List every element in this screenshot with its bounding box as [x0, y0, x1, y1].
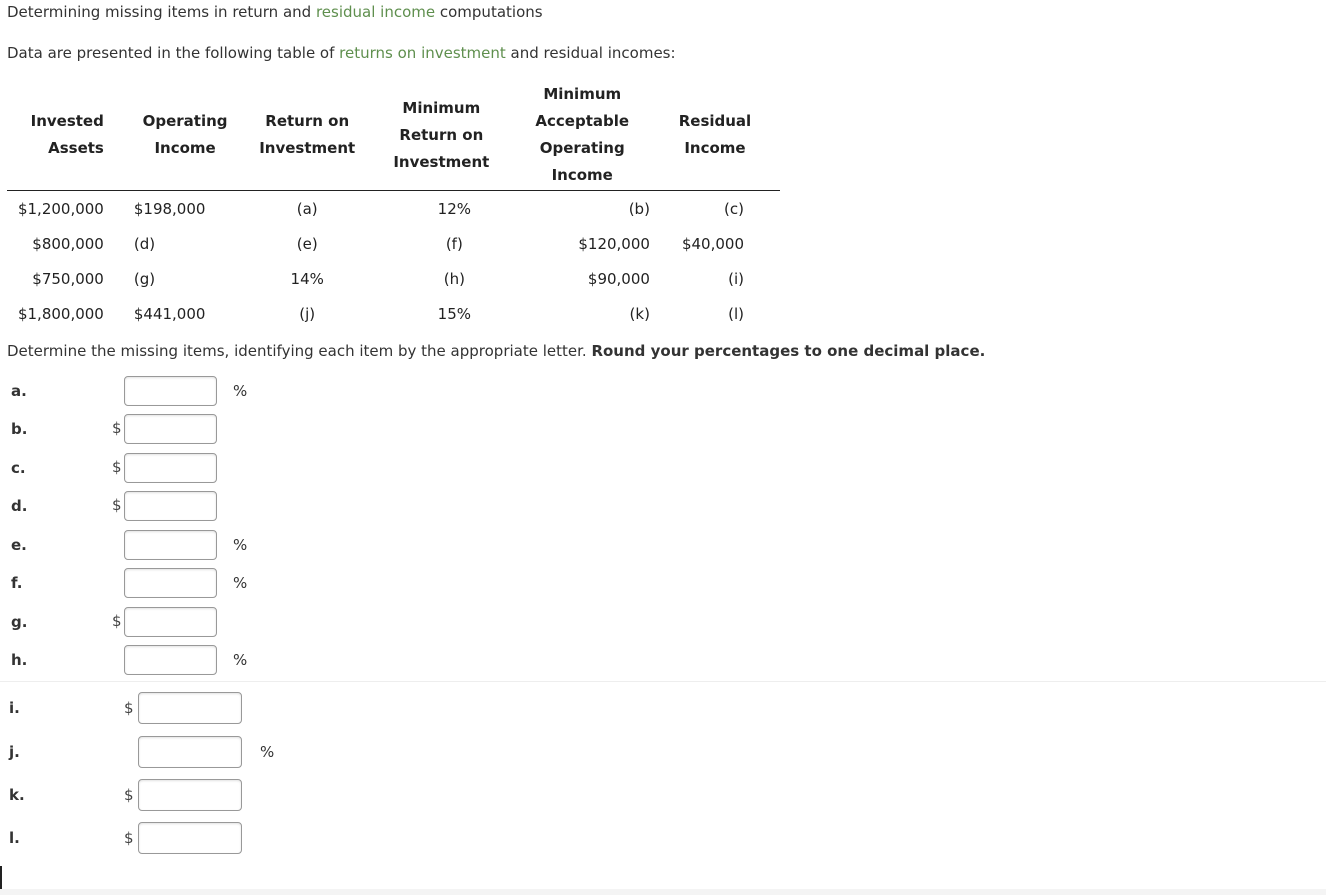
answer-input-l[interactable]	[138, 822, 242, 854]
header-minimum-return-on-investment	[368, 80, 514, 191]
header-line: Income	[684, 139, 746, 157]
header-line: Investment	[259, 139, 356, 157]
percent-sign: %	[233, 536, 248, 554]
header-line: Return on	[265, 112, 350, 130]
cell-invested-assets: $750,000	[32, 269, 104, 288]
cell-residual-income: (c)	[724, 199, 744, 218]
answer-label: k.	[9, 786, 25, 804]
table-row	[7, 261, 780, 296]
header-line: Operating	[539, 139, 625, 157]
table-row	[7, 296, 780, 331]
answer-label: f.	[11, 574, 23, 592]
answer-row	[0, 736, 400, 768]
answer-row	[0, 376, 400, 408]
answer-row	[0, 530, 400, 562]
cell-minimum-acceptable-operating-income: (k)	[629, 304, 650, 323]
percent-sign: %	[233, 574, 248, 592]
header-operating-income	[104, 80, 246, 191]
cell-return-on-investment: (e)	[296, 234, 318, 253]
answer-input-h[interactable]	[124, 645, 217, 675]
header-line: Investment	[393, 152, 490, 171]
header-line: Income	[154, 139, 216, 157]
answer-input-c[interactable]	[124, 453, 217, 483]
answer-label: h.	[11, 651, 28, 669]
dollar-sign: $	[124, 829, 134, 847]
answer-input-k[interactable]	[138, 779, 242, 811]
title-text-2: computations	[435, 3, 543, 21]
header-line: Return on	[399, 125, 484, 144]
answer-label: l.	[9, 829, 20, 847]
header-residual-income	[650, 80, 780, 191]
header-line: Operating	[142, 112, 228, 130]
cell-operating-income: $441,000	[133, 304, 206, 323]
answer-input-a[interactable]	[124, 376, 217, 406]
page-title	[7, 3, 543, 21]
residual-income-link[interactable]: residual income	[315, 3, 436, 21]
header-line: Minimum	[543, 85, 622, 103]
percent-sign: %	[260, 743, 275, 761]
answer-label: b.	[11, 420, 28, 438]
answer-row	[0, 491, 400, 523]
cell-minimum-acceptable-operating-income: $90,000	[587, 269, 650, 288]
dollar-sign: $	[112, 419, 122, 437]
cell-invested-assets: $800,000	[32, 234, 104, 253]
dollar-sign: $	[124, 699, 134, 717]
intro-text-2: and residual incomes:	[505, 44, 676, 62]
header-return-on-investment	[246, 80, 368, 191]
answer-label: i.	[9, 699, 20, 717]
cell-minimum-acceptable-operating-income: $120,000	[578, 234, 650, 253]
header-line: Invested	[30, 112, 104, 130]
section-divider	[0, 681, 1326, 682]
table-row	[7, 226, 780, 261]
cell-minimum-return-on-investment: 12%	[437, 199, 471, 218]
cell-residual-income: $40,000	[681, 234, 744, 253]
answer-row	[0, 453, 400, 485]
answer-row	[0, 568, 400, 600]
cell-residual-income: (l)	[728, 304, 744, 323]
answer-row	[0, 822, 400, 854]
table-header-row	[7, 80, 780, 191]
header-line: Assets	[48, 139, 104, 157]
instructions	[7, 342, 985, 360]
cell-invested-assets: $1,800,000	[17, 304, 104, 323]
header-line: Minimum	[402, 98, 481, 117]
cell-operating-income: (d)	[133, 234, 156, 253]
table-row	[7, 191, 780, 227]
cell-invested-assets: $1,200,000	[17, 199, 104, 218]
percent-sign: %	[233, 382, 248, 400]
dollar-sign: $	[112, 458, 122, 476]
instructions-bold: Round your percentages to one decimal place.	[591, 342, 986, 360]
answer-input-d[interactable]	[124, 491, 217, 521]
header-line: Residual	[678, 112, 752, 130]
cell-minimum-return-on-investment: (f)	[445, 234, 463, 253]
header-line: Income	[551, 166, 613, 184]
percent-sign: %	[233, 651, 248, 669]
answer-input-f[interactable]	[124, 568, 217, 598]
answer-label: c.	[11, 459, 26, 477]
answer-input-b[interactable]	[124, 414, 217, 444]
answer-row	[0, 645, 400, 677]
cell-operating-income: $198,000	[133, 199, 206, 218]
cell-return-on-investment: (a)	[296, 199, 318, 218]
answer-label: e.	[11, 536, 27, 554]
answer-input-j[interactable]	[138, 736, 242, 768]
header-minimum-acceptable-operating-income	[515, 80, 650, 191]
data-table	[7, 80, 780, 331]
dollar-sign: $	[112, 612, 122, 630]
dollar-sign: $	[124, 786, 134, 804]
answer-row	[0, 779, 400, 811]
returns-on-investment-link[interactable]: returns on investment	[339, 44, 506, 62]
dollar-sign: $	[112, 496, 122, 514]
header-line: Acceptable	[535, 112, 630, 130]
answer-row	[0, 414, 400, 446]
cell-operating-income: (g)	[133, 269, 156, 288]
cell-residual-income: (i)	[728, 269, 744, 288]
cell-return-on-investment: 14%	[290, 269, 324, 288]
intro-text-1: Data are presented in the following table of	[7, 44, 340, 62]
answer-label: j.	[9, 743, 20, 761]
answer-label: a.	[11, 382, 27, 400]
answer-label: g.	[11, 613, 28, 631]
cell-minimum-return-on-investment: 15%	[437, 304, 471, 323]
answer-row	[0, 692, 400, 724]
answer-row	[0, 607, 400, 639]
instructions-text: Determine the missing items, identifying each item by the appropriate letter.	[7, 342, 592, 360]
table-body	[7, 191, 780, 332]
bottom-bar	[0, 889, 1326, 895]
answer-label: d.	[11, 497, 28, 515]
answer-input-g[interactable]	[124, 607, 217, 637]
answer-input-i[interactable]	[138, 692, 242, 724]
title-text-1: Determining missing items in return and	[7, 3, 316, 21]
cell-minimum-return-on-investment: (h)	[443, 269, 465, 288]
cell-minimum-acceptable-operating-income: (b)	[628, 199, 650, 218]
header-invested-assets	[7, 80, 104, 191]
cell-return-on-investment: (j)	[299, 304, 316, 323]
answer-input-e[interactable]	[124, 530, 217, 560]
intro-text	[7, 44, 676, 62]
